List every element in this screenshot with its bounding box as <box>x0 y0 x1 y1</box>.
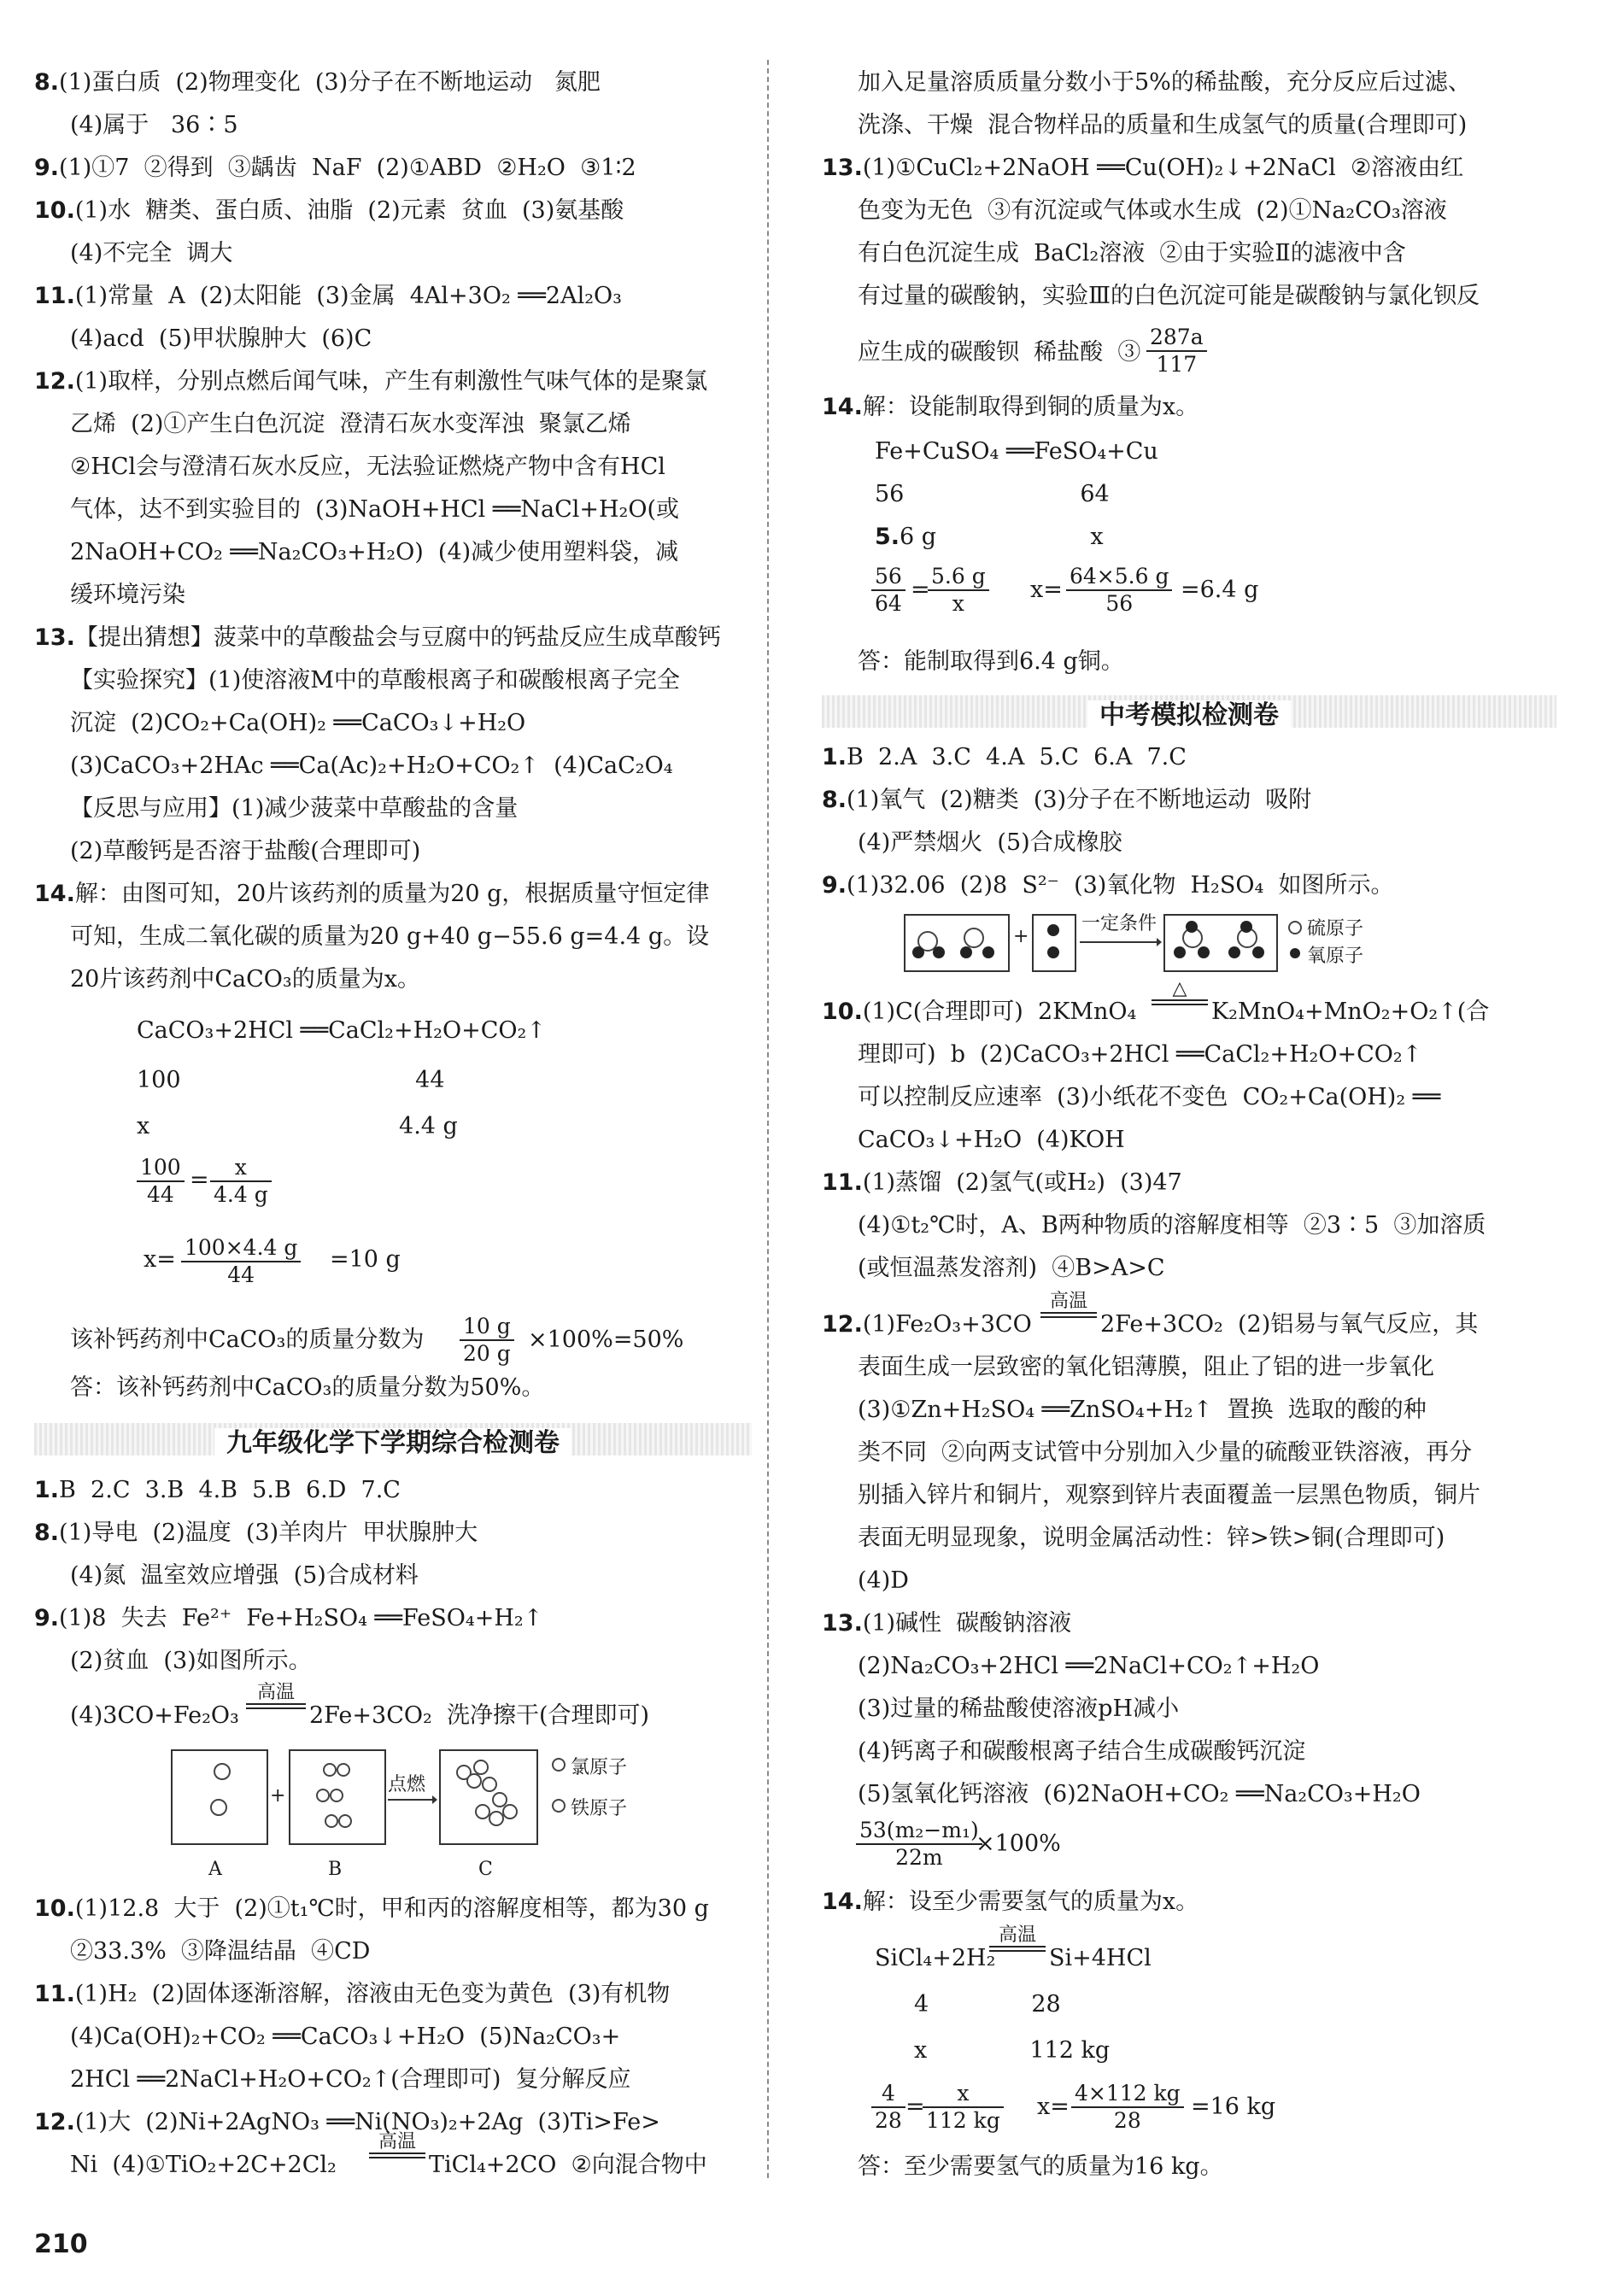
answer-line: 14.解：设能制取得到铜的质量为x。 <box>822 394 1199 420</box>
iron-atom <box>214 1763 231 1780</box>
question-number: 8. <box>822 787 847 813</box>
question-number: 13. <box>822 1610 863 1637</box>
answer-line: 别插入锌片和铜片，观察到锌片表面覆盖一层黑色物质，铜片 <box>858 1482 1480 1508</box>
equation-result: =10 g <box>330 1246 401 1273</box>
equals-bar <box>989 1946 1046 1952</box>
question-number: 8. <box>34 1520 60 1546</box>
answer-line: 应生成的碳酸钡 稀盐酸 ③ <box>858 339 1141 366</box>
answer-line: 该补钙药剂中CaCO₃的质量分数为 <box>70 1327 425 1353</box>
fraction <box>137 1155 185 1208</box>
sulfur-atom <box>964 928 984 948</box>
condition-label: 高温 <box>1049 1291 1087 1312</box>
oxygen-atom <box>982 946 994 958</box>
section-header <box>822 688 1556 733</box>
fraction <box>1146 325 1207 378</box>
chlorine-atom <box>325 1814 338 1828</box>
answer-line: 表面生成一层致密的氧化铝薄膜，阻止了铝的进一步氧化 <box>858 1354 1434 1380</box>
answer-line: 8.(1)导电 (2)温度 (3)羊肉片 甲状腺肿大 <box>34 1520 478 1546</box>
equation-line: 5.6 g x <box>875 524 1104 550</box>
answer-line: ②HCl会与澄清石灰水反应，无法验证燃烧产物中含有HCl <box>70 454 665 480</box>
condition-label: 高温 <box>998 1924 1036 1946</box>
question-number: 13. <box>34 624 75 651</box>
equation-result: =6.4 g <box>1181 577 1259 603</box>
fraction-numerator: 64×5.6 g <box>1066 564 1172 591</box>
equation-result: =16 kg <box>1191 2094 1276 2120</box>
oxygen-legend-icon <box>1290 948 1300 958</box>
answer-line: (3)CaCO₃+2HAc ══Ca(Ac)₂+H₂O+CO₂↑ (4)CaC₂O₄ <box>70 753 673 779</box>
reaction-arrow-icon <box>386 1794 439 1806</box>
answer-line: 10.(1)C(合理即可) 2KMnO₄ <box>822 999 1137 1025</box>
answer-line: 12.(1)大 (2)Ni+2AgNO₃ ══Ni(NO₃)₂+2Ag (3)Ti>Fe> <box>34 2109 660 2135</box>
fraction <box>923 2081 1004 2134</box>
box-c <box>439 1749 538 1845</box>
iron-atom <box>466 1773 482 1789</box>
answer-line: ×100%=50% <box>528 1327 684 1353</box>
plus-sign: + <box>270 1785 286 1807</box>
equation-line: 56 64 <box>875 481 1110 507</box>
equation-line: 4 28 <box>914 1991 1061 2018</box>
answer-line: (4)acd (5)甲状腺肿大 (6)C <box>70 325 372 352</box>
plus-sign: + <box>1013 926 1029 947</box>
answer-line: 乙烯 (2)①产生白色沉淀 澄清石灰水变浑浊 聚氯乙烯 <box>70 411 631 437</box>
answer-line: 10.(1)12.8 大于 (2)①t₁℃时，甲和丙的溶解度相等，都为30 g <box>34 1895 709 1922</box>
fraction-numerator: 10 g <box>460 1314 514 1341</box>
question-number: 10. <box>34 1895 75 1922</box>
reaction-condition <box>369 2132 425 2158</box>
equals-sign: = <box>905 2094 925 2120</box>
answer-line: (3)过量的稀盐酸使溶液pH减小 <box>858 1696 1180 1722</box>
answer-line: 气体，达不到实验目的 (3)NaOH+HCl ══NaCl+H₂O(或 <box>70 496 680 523</box>
answer-line: (4)钙离子和碳酸根离子结合生成碳酸钙沉淀 <box>858 1738 1306 1765</box>
answer-line: 11.(1)H₂ (2)固体逐渐溶解，溶液由无色变为黄色 (3)有机物 <box>34 1981 671 2007</box>
question-number: 14. <box>822 1889 863 1915</box>
fraction <box>181 1235 301 1288</box>
answer-line: 13.【提出猜想】菠菜中的草酸盐会与豆腐中的钙盐反应生成草酸钙 <box>34 624 721 651</box>
answer-line: 色变为无色 ③有沉淀或气体或水生成 (2)①Na₂CO₃溶液 <box>858 197 1447 224</box>
oxygen-atom <box>933 946 945 958</box>
box-label: C <box>478 1859 493 1880</box>
answer-line: 答：能制取得到6.4 g铜。 <box>858 648 1124 675</box>
answer-line: 10.(1)水 糖类、蛋白质、油脂 (2)元素 贫血 (3)氨基酸 <box>34 197 624 224</box>
answer-line: 【反思与应用】(1)减少菠菜中草酸盐的含量 <box>70 795 519 822</box>
answer-line: 11.(1)蒸馏 (2)氢气(或H₂) (3)47 <box>822 1169 1182 1196</box>
question-number: 8. <box>34 69 60 96</box>
reaction-arrow-icon <box>1078 936 1163 948</box>
fraction-numerator: 100×4.4 g <box>181 1235 301 1262</box>
question-number: 9. <box>34 155 60 181</box>
answer-line: 1.B 2.C 3.B 4.B 5.B 6.D 7.C <box>34 1477 401 1503</box>
oxygen-atom <box>1198 946 1210 958</box>
oxygen-atom <box>960 946 972 958</box>
answer-line: 20片该药剂中CaCO₃的质量为x。 <box>70 966 420 993</box>
answer-line: (4)Ca(OH)₂+CO₂ ══CaCO₃↓+H₂O (5)Na₂CO₃+ <box>70 2024 621 2050</box>
question-number: 10. <box>34 197 75 224</box>
fraction <box>1066 564 1172 617</box>
answer-line: (2)贫血 (3)如图所示。 <box>70 1648 312 1674</box>
fraction-denominator: 22m <box>895 1845 943 1870</box>
chlorine-atom <box>330 1789 343 1802</box>
reactant-box <box>1032 914 1076 972</box>
question-number: 12. <box>34 368 75 395</box>
sulfur-legend-icon <box>1288 921 1302 934</box>
equals-bar <box>1040 1312 1097 1318</box>
product-box <box>1163 914 1278 972</box>
legend-label: 氧原子 <box>1307 946 1364 967</box>
answer-line: (2)Na₂CO₃+2HCl ══2NaCl+CO₂↑+H₂O <box>858 1653 1320 1679</box>
fraction <box>460 1314 514 1367</box>
question-number: 11. <box>34 1981 75 2007</box>
oxygen-atom <box>1174 946 1186 958</box>
equation-line: x 112 kg <box>914 2037 1111 2064</box>
fraction <box>210 1155 272 1208</box>
equation-line: SiCl₄+2H₂ <box>875 1945 996 1971</box>
fraction <box>871 2081 905 2134</box>
answer-line: 11.(1)常量 A (2)太阳能 (3)金属 4Al+3O₂ ══2Al₂O₃ <box>34 283 622 309</box>
section-title: 九年级化学下学期综合检测卷 <box>214 1428 571 1458</box>
condition-label: △ <box>1172 978 1187 999</box>
question-number: 11. <box>822 1169 863 1196</box>
answer-line: 加入足量溶质质量分数小于5%的稀盐酸，充分反应后过滤、 <box>858 69 1471 96</box>
fraction-denominator: 117 <box>1156 352 1198 377</box>
question-number: 9. <box>34 1605 60 1631</box>
fraction <box>856 1818 982 1871</box>
fraction-numerator: 5.6 g <box>928 564 989 591</box>
question-number: 9. <box>822 872 847 899</box>
chlorine-atom <box>473 1760 489 1775</box>
answer-line: Ni (4)①TiO₂+2C+2Cl₂ <box>70 2152 337 2178</box>
box-label: A <box>208 1859 222 1880</box>
answer-line: 12.(1)Fe₂O₃+3CO <box>822 1311 1032 1338</box>
equation-line: Si+4HCl <box>1049 1945 1152 1971</box>
answer-line: 洗涤、干燥 混合物样品的质量和生成氢气的质量(合理即可) <box>858 112 1468 138</box>
fraction-denominator: 28 <box>875 2108 902 2133</box>
oxygen-atom <box>1228 946 1240 958</box>
answer-line: K₂MnO₄+MnO₂+O₂↑(合 <box>1211 999 1490 1025</box>
oxygen-atom <box>1186 921 1198 933</box>
question-number: 14. <box>822 394 863 420</box>
answer-line: (或恒温蒸发溶剂) ④B>A>C <box>858 1255 1165 1281</box>
fraction-denominator: 64 <box>875 591 902 616</box>
answer-line: 有过量的碳酸钠，实验Ⅲ的白色沉淀可能是碳酸钠与氯化钡反 <box>858 283 1480 309</box>
fraction-denominator: 28 <box>1113 2108 1141 2133</box>
fraction-numerator: 287a <box>1146 325 1207 352</box>
fraction <box>928 564 989 617</box>
answer-line: CaCO₃↓+H₂O (4)KOH <box>858 1127 1125 1153</box>
question-number: 13. <box>822 155 863 181</box>
equals-bar <box>246 1703 306 1709</box>
answer-line: (4)不完全 调大 <box>70 240 233 266</box>
legend-label: 铁原子 <box>571 1798 628 1819</box>
question-number: 1. <box>34 1477 60 1503</box>
answer-line: 表面无明显现象，说明金属活动性：锌>铁>铜(合理即可) <box>858 1525 1445 1551</box>
answer-line: 2NaOH+CO₂ ══Na₂CO₃+H₂O) (4)减少使用塑料袋，减 <box>70 539 679 565</box>
answer-line: 2HCl ══2NaCl+H₂O+CO₂↑(合理即可) 复分解反应 <box>70 2066 631 2093</box>
question-number: 14. <box>34 881 75 907</box>
equation-prefix: x= <box>144 1246 176 1273</box>
fraction-numerator: 56 <box>871 564 905 591</box>
answer-line: (4)属于 36∶5 <box>70 112 238 138</box>
iron-legend-icon <box>552 1799 566 1813</box>
arrow-label: 一定条件 <box>1081 913 1158 934</box>
box-a <box>171 1749 268 1845</box>
fraction-numerator: 4×112 kg <box>1071 2081 1184 2108</box>
answer-line: (4)氮 温室效应增强 (5)合成材料 <box>70 1562 419 1589</box>
chlorine-atom <box>316 1789 330 1802</box>
question-number: 10. <box>822 999 863 1025</box>
reaction-condition <box>989 1925 1046 1952</box>
answer-line: 1.B 2.A 3.C 4.A 5.C 6.A 7.C <box>822 744 1187 770</box>
equation-line: 100 44 <box>137 1067 445 1093</box>
fraction-denominator: 44 <box>146 1182 174 1207</box>
answer-line: 【实验探究】(1)使溶液M中的草酸根离子和碳酸根离子完全 <box>70 667 680 694</box>
answer-line: 可知，生成二氧化碳的质量为20 g+40 g−55.6 g=4.4 g。设 <box>70 923 710 950</box>
chlorine-atom <box>337 1763 350 1777</box>
answer-line: (4)3CO+Fe₂O₃ <box>70 1702 239 1729</box>
reaction-condition <box>1152 979 1208 1005</box>
fraction-numerator: x <box>923 2081 1004 2108</box>
answer-line: (4)严禁烟火 (5)合成橡胶 <box>858 829 1122 856</box>
fraction-numerator: 4 <box>871 2081 905 2108</box>
answer-line: 14.解：由图可知，20片该药剂的质量为20 g，根据质量守恒定律 <box>34 881 710 907</box>
fraction-denominator: 4.4 g <box>214 1182 268 1207</box>
fraction-numerator: 53(m₂−m₁) <box>856 1818 982 1845</box>
answer-line: TiCl₄+2CO ②向混合物中 <box>429 2152 707 2178</box>
condition-label: 高温 <box>256 1682 295 1703</box>
equals-bar <box>369 2152 425 2158</box>
chlorine-atom <box>502 1804 518 1819</box>
chlorine-atom <box>482 1777 497 1792</box>
answer-line: 可以控制反应速率 (3)小纸花不变色 CO₂+Ca(OH)₂ ══ <box>858 1084 1441 1110</box>
equals-sign: = <box>190 1167 209 1193</box>
equals-bar <box>1152 999 1208 1005</box>
fraction <box>1071 2081 1184 2134</box>
answer-line: 14.解：设至少需要氢气的质量为x。 <box>822 1889 1199 1915</box>
answer-line: 缓环境污染 <box>70 582 185 608</box>
answer-line: (3)①Zn+H₂SO₄ ══ZnSO₄+H₂↑ 置换 选取的酸的种 <box>858 1397 1427 1423</box>
answer-line: ×100% <box>976 1830 1061 1857</box>
chlorine-atom <box>338 1814 352 1828</box>
question-number: 12. <box>822 1311 863 1338</box>
question-number: 5. <box>875 524 900 550</box>
answer-line: 8.(1)蛋白质 (2)物理变化 (3)分子在不断地运动 氮肥 <box>34 69 601 96</box>
answer-line: 12.(1)取样，分别点燃后闻气味，产生有刺激性气味气体的是聚氯 <box>34 368 708 395</box>
equation-line: CaCO₃+2HCl ══CaCl₂+H₂O+CO₂↑ <box>137 1017 546 1044</box>
oxygen-atom <box>1240 921 1252 933</box>
equation-prefix: x= <box>1037 2094 1070 2120</box>
chlorine-legend-icon <box>552 1758 566 1772</box>
reactant-box <box>904 914 1010 972</box>
section-title: 中考模拟检测卷 <box>1087 700 1291 730</box>
answer-line: (2)草酸钙是否溶于盐酸(合理即可) <box>70 838 421 864</box>
answer-line: ②33.3% ③降温结晶 ④CD <box>70 1938 371 1965</box>
answer-line: (5)氢氧化钙溶液 (6)2NaOH+CO₂ ══Na₂CO₃+H₂O <box>858 1781 1421 1807</box>
question-number: 1. <box>822 744 847 770</box>
iron-atom <box>210 1799 227 1816</box>
answer-line: 类不同 ②向两支试管中分别加入少量的硫酸亚铁溶液，再分 <box>858 1439 1473 1466</box>
reaction-condition <box>1040 1292 1097 1318</box>
answer-line: 2Fe+3CO₂ (2)铝易与氧气反应，其 <box>1100 1311 1479 1338</box>
column-divider <box>767 60 769 2178</box>
fraction-denominator: 56 <box>1105 591 1134 616</box>
section-header <box>34 1416 752 1461</box>
reaction-condition <box>246 1683 306 1709</box>
condition-label: 高温 <box>378 2131 416 2152</box>
answer-line: (4)①t₂℃时，A、B两种物质的溶解度相等 ②3∶5 ③加溶质 <box>858 1212 1486 1239</box>
answer-line: 9.(1)8 失去 Fe²⁺ Fe+H₂SO₄ ══FeSO₄+H₂↑ <box>34 1605 543 1631</box>
fraction-numerator: 100 <box>137 1155 185 1182</box>
answer-line: 理即可) b (2)CaCO₃+2HCl ══CaCl₂+H₂O+CO₂↑ <box>858 1041 1422 1068</box>
answer-line: 13.(1)碱性 碳酸钠溶液 <box>822 1610 1072 1637</box>
fraction-denominator: 112 kg <box>926 2108 1000 2133</box>
fraction <box>871 564 905 617</box>
answer-line: 答：至少需要氢气的质量为16 kg。 <box>858 2153 1223 2180</box>
oxygen-atom <box>912 946 924 958</box>
box-label: B <box>328 1859 343 1880</box>
fraction-denominator: 44 <box>227 1262 255 1287</box>
answer-line: 8.(1)氧气 (2)糖类 (3)分子在不断地运动 吸附 <box>822 787 1312 813</box>
chlorine-atom <box>323 1763 337 1777</box>
fraction-numerator: x <box>210 1155 272 1182</box>
oxygen-atom <box>1047 924 1059 936</box>
answer-line: 答：该补钙药剂中CaCO₃的质量分数为50%。 <box>70 1374 545 1401</box>
equation-line: x 4.4 g <box>137 1113 458 1139</box>
answer-line: 2Fe+3CO₂ 洗净擦干(合理即可) <box>309 1702 650 1729</box>
answer-line: 有白色沉淀生成 BaCl₂溶液 ②由于实验Ⅱ的滤液中含 <box>858 240 1406 266</box>
box-b <box>289 1749 386 1845</box>
equation-line: Fe+CuSO₄ ══FeSO₄+Cu <box>875 438 1158 465</box>
page-number: 210 <box>34 2229 88 2259</box>
answer-line: 9.(1)32.06 (2)8 S²⁻ (3)氧化物 H₂SO₄ 如图所示。 <box>822 872 1394 899</box>
answer-line: 沉淀 (2)CO₂+Ca(OH)₂ ══CaCO₃↓+H₂O <box>70 710 526 736</box>
answer-line: 13.(1)①CuCl₂+2NaOH ══Cu(OH)₂↓+2NaCl ②溶液由红 <box>822 155 1464 181</box>
equals-sign: = <box>911 577 930 603</box>
fraction-denominator: x <box>952 591 964 616</box>
legend-label: 硫原子 <box>1307 918 1364 940</box>
question-number: 11. <box>34 283 75 309</box>
oxygen-atom <box>1047 946 1059 958</box>
arrow-label: 点燃 <box>388 1774 426 1795</box>
fraction-denominator: 20 g <box>463 1341 511 1366</box>
legend-label: 氯原子 <box>571 1757 628 1778</box>
answer-line: (4)D <box>858 1567 909 1594</box>
chlorine-atom <box>492 1792 507 1807</box>
oxygen-atom <box>1252 946 1264 958</box>
question-number: 12. <box>34 2109 75 2135</box>
equation-prefix: x= <box>1030 577 1063 603</box>
answer-line: 9.(1)①7 ②得到 ③龋齿 NaF (2)①ABD ②H₂O ③1∶2 <box>34 155 636 181</box>
